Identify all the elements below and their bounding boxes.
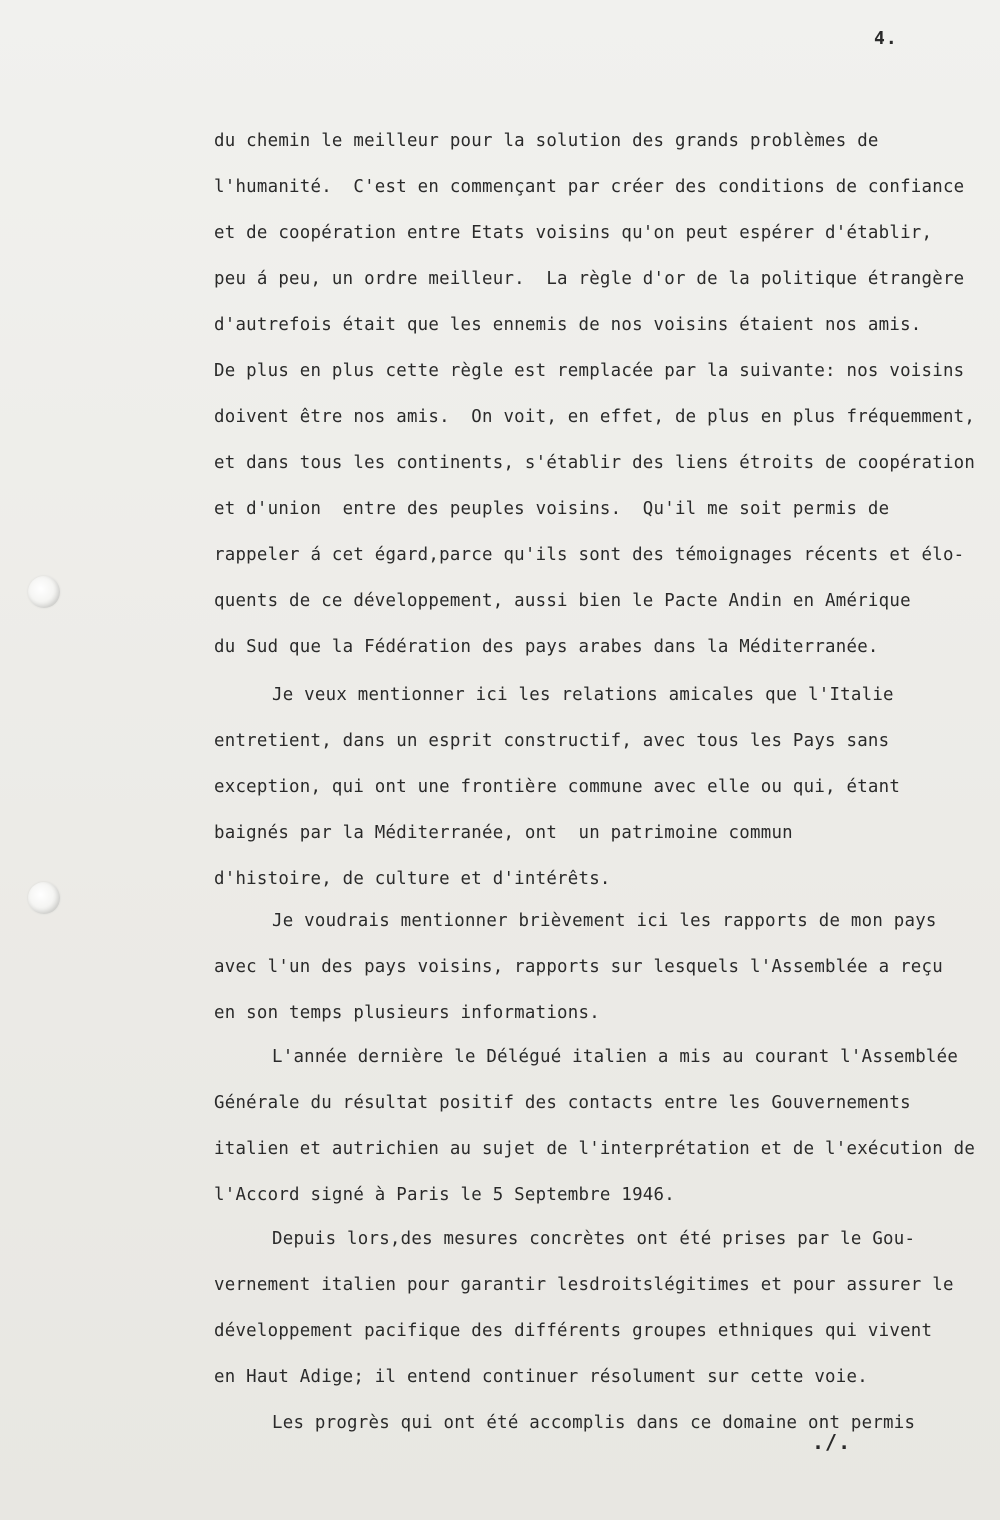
paragraph-1	[214, 118, 976, 670]
text-line: d'autrefois était que les ennemis de nos voisins étaient nos amis.	[214, 315, 922, 335]
text-line: Les progrès qui ont été accomplis dans ce domaine ont permis	[272, 1413, 916, 1433]
text-line: baignés par la Méditerranée, ont un patrimoine commun	[214, 823, 793, 843]
text-line: l'humanité. C'est en commençant par créer des conditions de confiance	[214, 177, 965, 197]
text-line: L'année dernière le Délégué italien a mis au courant l'Assemblée	[272, 1047, 959, 1067]
paragraph-3	[214, 898, 943, 1036]
text-line: du chemin le meilleur pour la solution des grands problèmes de	[214, 131, 879, 151]
text-line: Je veux mentionner ici les relations amicales que l'Italie	[272, 685, 894, 705]
text-line: d'histoire, de culture et d'intérêts.	[214, 869, 611, 889]
text-line: en son temps plusieurs informations.	[214, 1003, 600, 1023]
text-line: italien et autrichien au sujet de l'interprétation et de l'exécution de	[214, 1139, 976, 1159]
continuation-mark: ./.	[812, 1430, 852, 1454]
text-line: en Haut Adige; il entend continuer résolument sur cette voie.	[214, 1367, 868, 1387]
text-line: entretient, dans un esprit constructif, avec tous les Pays sans	[214, 731, 890, 751]
text-line: du Sud que la Fédération des pays arabes dans la Méditerranée.	[214, 637, 879, 657]
text-line: l'Accord signé à Paris le 5 Septembre 1946.	[214, 1185, 675, 1205]
text-line: vernement italien pour garantir lesdroitslégitimes et pour assurer le	[214, 1275, 954, 1295]
paragraph-2	[214, 672, 914, 902]
text-line: peu á peu, un ordre meilleur. La règle d'or de la politique étrangère	[214, 269, 965, 289]
paragraph-5	[214, 1216, 954, 1400]
punch-hole	[28, 882, 60, 914]
text-line: Générale du résultat positif des contacts entre les Gouvernements	[214, 1093, 911, 1113]
text-line: exception, qui ont une frontière commune avec elle ou qui, étant	[214, 777, 901, 797]
text-line: quents de ce développement, aussi bien le Pacte Andin en Amérique	[214, 591, 911, 611]
text-line: avec l'un des pays voisins, rapports sur lesquels l'Assemblée a reçu	[214, 957, 943, 977]
text-line: et d'union entre des peuples voisins. Qu'il me soit permis de	[214, 499, 890, 519]
paragraph-6	[214, 1400, 914, 1446]
paragraph-4	[214, 1034, 976, 1218]
text-line: et dans tous les continents, s'établir des liens étroits de coopération	[214, 453, 976, 473]
text-line: et de coopération entre Etats voisins qu'on peut espérer d'établir,	[214, 223, 933, 243]
text-line: Depuis lors,des mesures concrètes ont été prises par le Gou-	[272, 1229, 916, 1249]
text-line: doivent être nos amis. On voit, en effet, de plus en plus fréquemment,	[214, 407, 976, 427]
punch-hole	[28, 576, 60, 608]
text-line: Je voudrais mentionner brièvement ici les rapports de mon pays	[272, 911, 937, 931]
page-number: 4.	[874, 28, 898, 49]
text-line: De plus en plus cette règle est remplacée par la suivante: nos voisins	[214, 361, 965, 381]
text-line: développement pacifique des différents groupes ethniques qui vivent	[214, 1321, 933, 1341]
text-line: rappeler á cet égard,parce qu'ils sont des témoignages récents et élo-	[214, 545, 965, 565]
